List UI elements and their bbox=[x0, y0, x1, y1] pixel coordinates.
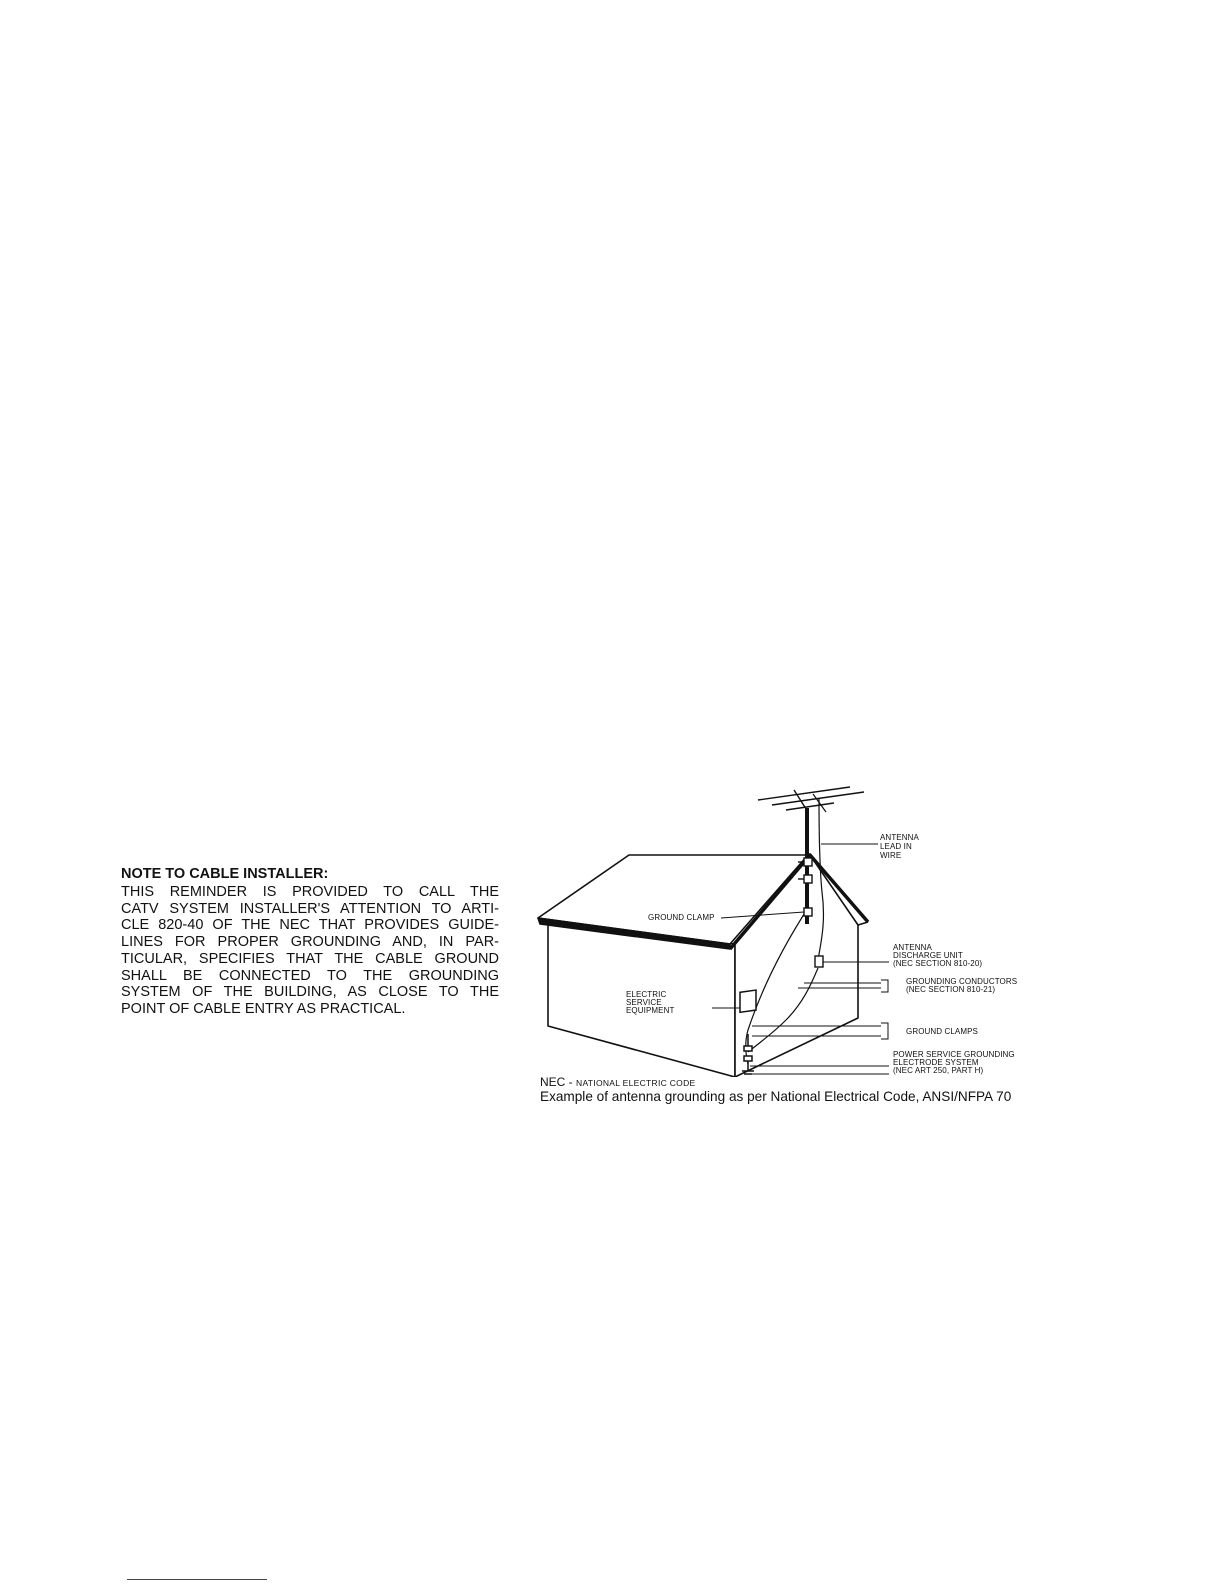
note-heading: NOTE TO CABLE INSTALLER: bbox=[121, 866, 329, 882]
label-antenna-lead: ANTENNA bbox=[880, 833, 919, 842]
label-electric-service: EQUIPMENT bbox=[626, 1006, 675, 1015]
note-line: SYSTEM OF THE BUILDING, AS CLOSE TO THE bbox=[121, 984, 499, 1001]
label-discharge-unit: DISCHARGE UNIT bbox=[893, 951, 963, 960]
note-line: THIS REMINDER IS PROVIDED TO CALL THE bbox=[121, 884, 499, 900]
nec-full-name: NATIONAL ELECTRIC CODE bbox=[576, 1078, 696, 1088]
note-line: CLE 820-40 OF THE NEC THAT PROVIDES GUIDE- bbox=[121, 917, 499, 934]
antenna-grounding-diagram bbox=[536, 782, 1036, 1077]
cable-installer-note bbox=[121, 866, 499, 1018]
label-discharge-unit: (NEC SECTION 810-20) bbox=[893, 959, 983, 968]
footer-rule bbox=[127, 1579, 267, 1580]
label-electric-service: ELECTRIC bbox=[626, 990, 667, 999]
note-line: CATV SYSTEM INSTALLER'S ATTENTION TO ARTI- bbox=[121, 900, 499, 917]
note-line: LINES FOR PROPER GROUNDING AND, IN PAR- bbox=[121, 934, 499, 951]
diagram-caption: Example of antenna grounding as per National Electrical Code, ANSI/NFPA 70 bbox=[540, 1089, 1012, 1104]
label-grounding-conductors: GROUNDING CONDUCTORS bbox=[906, 977, 1018, 986]
label-grounding-conductors: (NEC SECTION 810-21) bbox=[906, 985, 996, 994]
label-ground-clamp: GROUND CLAMP bbox=[648, 913, 715, 922]
label-antenna-lead: WIRE bbox=[880, 851, 902, 860]
nec-abbreviation: NEC - bbox=[540, 1075, 573, 1089]
label-ground-clamps: GROUND CLAMPS bbox=[906, 1027, 978, 1036]
label-electric-service: SERVICE bbox=[626, 998, 662, 1007]
note-line: SHALL BE CONNECTED TO THE GROUNDING bbox=[121, 967, 499, 984]
discharge-unit bbox=[815, 956, 823, 967]
label-power-service: POWER SERVICE GROUNDING bbox=[893, 1050, 1015, 1059]
label-antenna-lead: LEAD IN bbox=[880, 842, 912, 851]
label-power-service: ELECTRODE SYSTEM bbox=[893, 1058, 979, 1067]
note-line: POINT OF CABLE ENTRY AS PRACTICAL. bbox=[121, 1000, 406, 1017]
label-discharge-unit: ANTENNA bbox=[893, 943, 932, 952]
note-line: TICULAR, SPECIFIES THAT THE CABLE GROUND bbox=[121, 950, 499, 967]
label-power-service: (NEC ART 250, PART H) bbox=[893, 1066, 984, 1075]
